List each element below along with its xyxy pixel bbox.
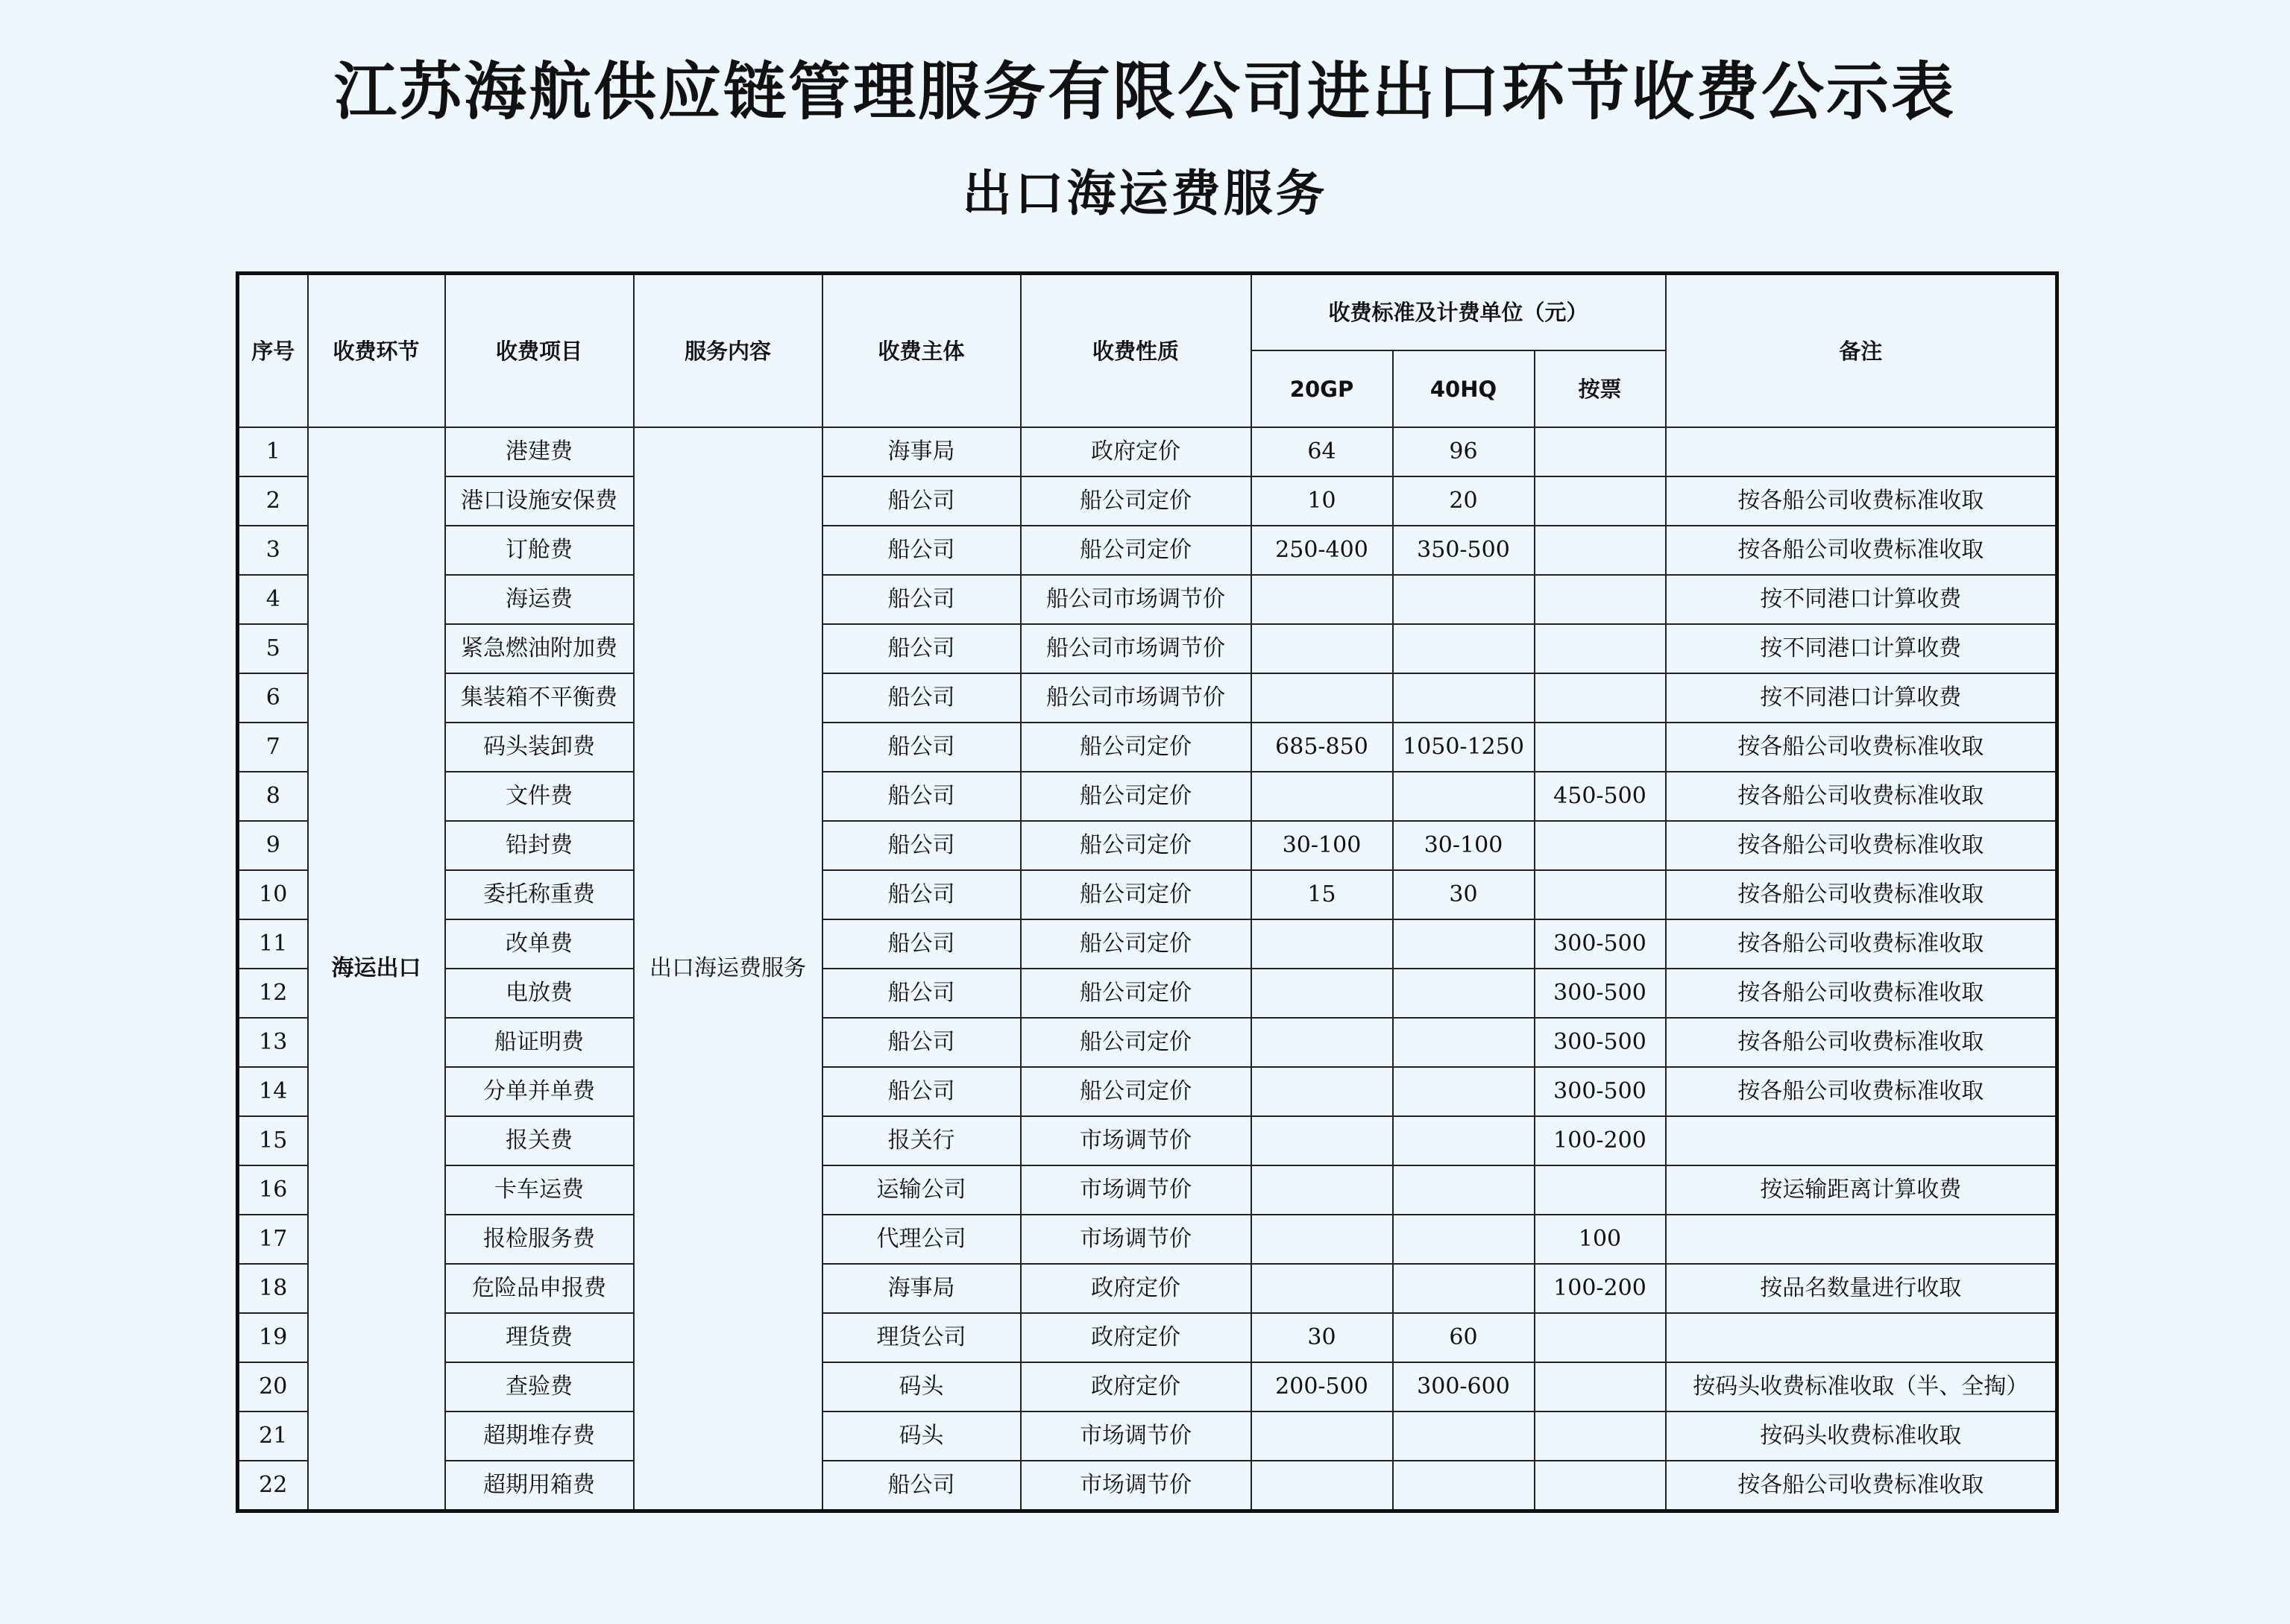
- cell-nature: 市场调节价: [1021, 1461, 1251, 1511]
- cell-per-ticket: [1535, 1313, 1666, 1362]
- cell-stage: 海运出口: [308, 427, 445, 1511]
- cell-subject: 船公司: [822, 723, 1021, 772]
- cell-item: 超期用箱费: [445, 1461, 634, 1511]
- cell-nature: 船公司定价: [1021, 772, 1251, 821]
- cell-20gp: [1251, 1264, 1393, 1313]
- cell-remark: 按各船公司收费标准收取: [1666, 1067, 2057, 1116]
- cell-item: 超期堆存费: [445, 1411, 634, 1461]
- cell-20gp: 15: [1251, 870, 1393, 919]
- cell-per-ticket: 300-500: [1535, 969, 1666, 1018]
- cell-seq: 1: [238, 427, 308, 476]
- header-20gp: 20GP: [1251, 350, 1393, 427]
- cell-40hq: [1393, 1411, 1535, 1461]
- cell-remark: 按各船公司收费标准收取: [1666, 723, 2057, 772]
- table-row: [238, 919, 2057, 969]
- cell-per-ticket: [1535, 624, 1666, 673]
- table-row: [238, 673, 2057, 723]
- cell-seq: 2: [238, 476, 308, 526]
- cell-remark: 按品名数量进行收取: [1666, 1264, 2057, 1313]
- cell-item: 报检服务费: [445, 1215, 634, 1264]
- table-row: [238, 1116, 2057, 1165]
- cell-seq: 6: [238, 673, 308, 723]
- cell-20gp: [1251, 1411, 1393, 1461]
- cell-20gp: [1251, 1067, 1393, 1116]
- cell-nature: 政府定价: [1021, 427, 1251, 476]
- cell-remark: 按不同港口计算收费: [1666, 673, 2057, 723]
- header-standard: 收费标准及计费单位（元）: [1251, 274, 1666, 351]
- cell-40hq: [1393, 919, 1535, 969]
- cell-subject: 船公司: [822, 969, 1021, 1018]
- table-row: [238, 969, 2057, 1018]
- cell-40hq: [1393, 1116, 1535, 1165]
- cell-remark: 按各船公司收费标准收取: [1666, 969, 2057, 1018]
- cell-subject: 船公司: [822, 673, 1021, 723]
- cell-seq: 11: [238, 919, 308, 969]
- cell-item: 铅封费: [445, 821, 634, 870]
- cell-per-ticket: 100-200: [1535, 1116, 1666, 1165]
- cell-40hq: [1393, 575, 1535, 624]
- table-row: [238, 1411, 2057, 1461]
- cell-remark: 按各船公司收费标准收取: [1666, 821, 2057, 870]
- cell-20gp: [1251, 1018, 1393, 1067]
- cell-remark: 按码头收费标准收取: [1666, 1411, 2057, 1461]
- cell-item: 港口设施安保费: [445, 476, 634, 526]
- cell-nature: 船公司市场调节价: [1021, 624, 1251, 673]
- cell-seq: 7: [238, 723, 308, 772]
- cell-subject: 报关行: [822, 1116, 1021, 1165]
- cell-remark: [1666, 1313, 2057, 1362]
- cell-40hq: [1393, 1215, 1535, 1264]
- table-row: [238, 575, 2057, 624]
- cell-item: 查验费: [445, 1362, 634, 1411]
- fee-table-body: [238, 427, 2057, 1511]
- cell-item: 危险品申报费: [445, 1264, 634, 1313]
- cell-item: 委托称重费: [445, 870, 634, 919]
- cell-40hq: [1393, 624, 1535, 673]
- cell-20gp: [1251, 1165, 1393, 1215]
- cell-nature: 市场调节价: [1021, 1215, 1251, 1264]
- cell-seq: 3: [238, 526, 308, 575]
- cell-40hq: 60: [1393, 1313, 1535, 1362]
- cell-20gp: [1251, 1116, 1393, 1165]
- cell-nature: 船公司定价: [1021, 1067, 1251, 1116]
- cell-subject: 码头: [822, 1411, 1021, 1461]
- cell-item: 卡车运费: [445, 1165, 634, 1215]
- cell-20gp: [1251, 673, 1393, 723]
- cell-20gp: [1251, 919, 1393, 969]
- cell-per-ticket: [1535, 1362, 1666, 1411]
- table-row: [238, 1362, 2057, 1411]
- header-service: 服务内容: [634, 274, 822, 428]
- cell-nature: 船公司市场调节价: [1021, 575, 1251, 624]
- cell-40hq: [1393, 1067, 1535, 1116]
- table-row: [238, 624, 2057, 673]
- cell-20gp: [1251, 575, 1393, 624]
- cell-nature: 船公司定价: [1021, 526, 1251, 575]
- cell-item: 文件费: [445, 772, 634, 821]
- cell-20gp: 30-100: [1251, 821, 1393, 870]
- cell-40hq: [1393, 969, 1535, 1018]
- cell-20gp: 685-850: [1251, 723, 1393, 772]
- cell-nature: 政府定价: [1021, 1264, 1251, 1313]
- table-row: [238, 526, 2057, 575]
- cell-20gp: [1251, 624, 1393, 673]
- cell-40hq: 300-600: [1393, 1362, 1535, 1411]
- cell-nature: 船公司定价: [1021, 1018, 1251, 1067]
- cell-per-ticket: [1535, 673, 1666, 723]
- cell-seq: 14: [238, 1067, 308, 1116]
- cell-remark: 按各船公司收费标准收取: [1666, 772, 2057, 821]
- cell-remark: 按不同港口计算收费: [1666, 575, 2057, 624]
- header-per-ticket: 按票: [1535, 350, 1666, 427]
- cell-40hq: 20: [1393, 476, 1535, 526]
- cell-item: 改单费: [445, 919, 634, 969]
- table-row: [238, 427, 2057, 476]
- cell-seq: 9: [238, 821, 308, 870]
- cell-remark: 按各船公司收费标准收取: [1666, 1018, 2057, 1067]
- cell-per-ticket: 100-200: [1535, 1264, 1666, 1313]
- cell-item: 船证明费: [445, 1018, 634, 1067]
- cell-20gp: 30: [1251, 1313, 1393, 1362]
- header-40hq: 40HQ: [1393, 350, 1535, 427]
- cell-item: 订舱费: [445, 526, 634, 575]
- cell-40hq: 30-100: [1393, 821, 1535, 870]
- cell-nature: 船公司市场调节价: [1021, 673, 1251, 723]
- cell-40hq: 96: [1393, 427, 1535, 476]
- cell-per-ticket: [1535, 821, 1666, 870]
- table-row: [238, 870, 2057, 919]
- cell-40hq: [1393, 772, 1535, 821]
- table-row: [238, 1215, 2057, 1264]
- table-row: [238, 1165, 2057, 1215]
- cell-item: 集装箱不平衡费: [445, 673, 634, 723]
- cell-remark: 按各船公司收费标准收取: [1666, 870, 2057, 919]
- cell-remark: 按运输距离计算收费: [1666, 1165, 2057, 1215]
- cell-per-ticket: [1535, 870, 1666, 919]
- cell-item: 码头装卸费: [445, 723, 634, 772]
- cell-item: 电放费: [445, 969, 634, 1018]
- cell-item: 理货费: [445, 1313, 634, 1362]
- cell-subject: 海事局: [822, 427, 1021, 476]
- cell-nature: 政府定价: [1021, 1362, 1251, 1411]
- cell-per-ticket: 300-500: [1535, 1018, 1666, 1067]
- cell-20gp: [1251, 772, 1393, 821]
- cell-remark: 按各船公司收费标准收取: [1666, 526, 2057, 575]
- cell-20gp: [1251, 1215, 1393, 1264]
- cell-seq: 12: [238, 969, 308, 1018]
- cell-subject: 船公司: [822, 821, 1021, 870]
- cell-subject: 船公司: [822, 772, 1021, 821]
- cell-20gp: 250-400: [1251, 526, 1393, 575]
- header-seq: 序号: [238, 274, 308, 428]
- cell-40hq: 350-500: [1393, 526, 1535, 575]
- header-remark: 备注: [1666, 274, 2057, 428]
- cell-per-ticket: [1535, 476, 1666, 526]
- cell-seq: 18: [238, 1264, 308, 1313]
- cell-40hq: [1393, 1165, 1535, 1215]
- cell-nature: 市场调节价: [1021, 1165, 1251, 1215]
- page-subtitle: 出口海运费服务: [962, 165, 1328, 222]
- cell-per-ticket: 300-500: [1535, 919, 1666, 969]
- fee-table: [236, 271, 2059, 1513]
- cell-remark: 按码头收费标准收取（半、全掏）: [1666, 1362, 2057, 1411]
- table-row: [238, 821, 2057, 870]
- cell-per-ticket: [1535, 1165, 1666, 1215]
- cell-20gp: 200-500: [1251, 1362, 1393, 1411]
- cell-nature: 政府定价: [1021, 1313, 1251, 1362]
- cell-seq: 4: [238, 575, 308, 624]
- cell-40hq: [1393, 673, 1535, 723]
- cell-subject: 船公司: [822, 870, 1021, 919]
- cell-nature: 市场调节价: [1021, 1116, 1251, 1165]
- cell-subject: 海事局: [822, 1264, 1021, 1313]
- table-row: [238, 1264, 2057, 1313]
- cell-seq: 16: [238, 1165, 308, 1215]
- cell-remark: [1666, 427, 2057, 476]
- cell-seq: 10: [238, 870, 308, 919]
- table-row: [238, 723, 2057, 772]
- header-stage: 收费环节: [308, 274, 445, 428]
- header-subject: 收费主体: [822, 274, 1021, 428]
- cell-nature: 市场调节价: [1021, 1411, 1251, 1461]
- cell-20gp: [1251, 969, 1393, 1018]
- cell-seq: 21: [238, 1411, 308, 1461]
- cell-subject: 船公司: [822, 624, 1021, 673]
- cell-item: 紧急燃油附加费: [445, 624, 634, 673]
- table-row: [238, 1018, 2057, 1067]
- cell-subject: 代理公司: [822, 1215, 1021, 1264]
- cell-subject: 船公司: [822, 476, 1021, 526]
- cell-40hq: [1393, 1018, 1535, 1067]
- cell-per-ticket: [1535, 1411, 1666, 1461]
- cell-per-ticket: 100: [1535, 1215, 1666, 1264]
- cell-per-ticket: [1535, 526, 1666, 575]
- cell-remark: [1666, 1215, 2057, 1264]
- cell-seq: 15: [238, 1116, 308, 1165]
- cell-subject: 运输公司: [822, 1165, 1021, 1215]
- cell-remark: 按各船公司收费标准收取: [1666, 476, 2057, 526]
- cell-item: 分单并单费: [445, 1067, 634, 1116]
- cell-service: 出口海运费服务: [634, 427, 822, 1511]
- cell-seq: 8: [238, 772, 308, 821]
- table-row: [238, 772, 2057, 821]
- cell-per-ticket: 300-500: [1535, 1067, 1666, 1116]
- cell-item: 港建费: [445, 427, 634, 476]
- page-title: 江苏海航供应链管理服务有限公司进出口环节收费公示表: [333, 55, 1956, 128]
- table-row: [238, 1461, 2057, 1511]
- cell-subject: 船公司: [822, 1461, 1021, 1511]
- cell-40hq: 1050-1250: [1393, 723, 1535, 772]
- cell-subject: 船公司: [822, 575, 1021, 624]
- cell-subject: 码头: [822, 1362, 1021, 1411]
- cell-subject: 船公司: [822, 1018, 1021, 1067]
- cell-40hq: [1393, 1461, 1535, 1511]
- cell-nature: 船公司定价: [1021, 969, 1251, 1018]
- cell-seq: 17: [238, 1215, 308, 1264]
- cell-subject: 船公司: [822, 1067, 1021, 1116]
- header-item: 收费项目: [445, 274, 634, 428]
- cell-remark: 按各船公司收费标准收取: [1666, 919, 2057, 969]
- cell-40hq: 30: [1393, 870, 1535, 919]
- cell-20gp: [1251, 1461, 1393, 1511]
- cell-seq: 13: [238, 1018, 308, 1067]
- cell-per-ticket: [1535, 1461, 1666, 1511]
- cell-seq: 5: [238, 624, 308, 673]
- cell-per-ticket: [1535, 723, 1666, 772]
- cell-per-ticket: 450-500: [1535, 772, 1666, 821]
- cell-20gp: 10: [1251, 476, 1393, 526]
- cell-20gp: 64: [1251, 427, 1393, 476]
- cell-subject: 船公司: [822, 919, 1021, 969]
- cell-remark: [1666, 1116, 2057, 1165]
- cell-seq: 20: [238, 1362, 308, 1411]
- header-nature: 收费性质: [1021, 274, 1251, 428]
- cell-remark: 按不同港口计算收费: [1666, 624, 2057, 673]
- cell-per-ticket: [1535, 427, 1666, 476]
- cell-seq: 22: [238, 1461, 308, 1511]
- cell-item: 海运费: [445, 575, 634, 624]
- cell-nature: 船公司定价: [1021, 723, 1251, 772]
- cell-40hq: [1393, 1264, 1535, 1313]
- cell-per-ticket: [1535, 575, 1666, 624]
- cell-subject: 理货公司: [822, 1313, 1021, 1362]
- cell-subject: 船公司: [822, 526, 1021, 575]
- cell-item: 报关费: [445, 1116, 634, 1165]
- cell-remark: 按各船公司收费标准收取: [1666, 1461, 2057, 1511]
- cell-nature: 船公司定价: [1021, 870, 1251, 919]
- table-row: [238, 1313, 2057, 1362]
- cell-seq: 19: [238, 1313, 308, 1362]
- table-row: [238, 1067, 2057, 1116]
- cell-nature: 船公司定价: [1021, 476, 1251, 526]
- table-row: [238, 476, 2057, 526]
- cell-nature: 船公司定价: [1021, 821, 1251, 870]
- cell-nature: 船公司定价: [1021, 919, 1251, 969]
